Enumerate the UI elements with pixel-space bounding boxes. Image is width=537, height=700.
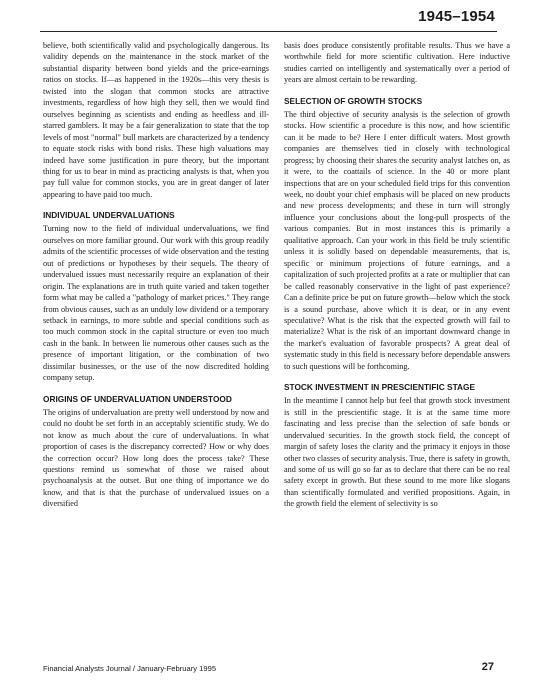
section-heading: SELECTION OF GROWTH STOCKS bbox=[284, 95, 423, 106]
section-heading: STOCK INVESTMENT IN PRESCIENTIFIC STAGE bbox=[284, 382, 475, 393]
left-column bbox=[43, 40, 269, 510]
paragraph: Turning now to the field of individual undervaluations, we find ourselves on more familiar ground. Our work with this group readily admits of the scientific processes of wide observation and the testing out of predictions or hypotheses by their sequels. The theory of undervalued issues must necessarily require an explanation of their origin. The explanations are in truth quite varied and taken together form what may be called a "pathology of market prices." They range from obvious causes, such as an unduly low dividend or a temporary setback in earnings, to more subtle and special conditions such as too much common stock in the capital structure or even too much cash in the bank. In between lie numerous other causes such as the presence of important litigation, or the combination of two dissimilar businesses, or the use of the now discredited holding company setup. bbox=[43, 224, 269, 383]
page-number: 27 bbox=[481, 661, 494, 673]
paragraph: The third objective of security analysis is the selection of growth stocks. How scientific a procedure is this now, and how scientific can it be made to be? Here I enter difficult waters. Most growth companies are themselves tied in closely with technological progress; by choosing their shares the security analyst latches on, as it were, to the coattails of science. In the 40 or more plant inspections that are on your scheduled field trips for this convention week, no doubt your chief emphasis will be placed on new products and new process developments; and these in turn will strongly influence your conclusions about the long-pull prospects of the various companies. But in most instances this is primarily a qualitative approach. Can your work in this field be truly scientific unless it is solidly based on dependable measurements, that is, specific or minimum projections of future earnings, and a capitalization of such projected profits at a rate or multiplier that can be called reasonably conservative in the light of past experience? Can a definite price be put on future growth—below which the stock is a sound purchase, above which it is dear, or in any event speculative? What is the risk that the expected growth will fail to materialize? What is the risk of an important downward change in the market's evaluation of favorable prospects? A great deal of systematic study in this field is necessary before dependable answers to such questions will be forthcoming. bbox=[284, 109, 510, 371]
section-heading: INDIVIDUAL UNDERVALUATIONS bbox=[43, 210, 175, 221]
paragraph: believe, both scientifically valid and psychologically dangerous. Its validity depends on the maintenance in the stock market of the substantial disparity between bond yields and the price-earnings ratios on stocks. If—as happened in the 1920s—this very thesis is twisted into the slogan that common stocks are attractive investments, regardless of how high they sell, then we would find ourselves beginning as scientists and ending as heedless and ill-starred gamblers. It may be a fair generalization to state that the top levels of most "normal" bull markets are characterized by a tendency to equate stock risks with bond risks. These high valuations may indeed have some justification in pure theory, but the important thing for us to bear in mind as practicing analysts is that, when you pay full value for common stocks, you are in great danger of later appearing to have paid too much. bbox=[43, 41, 269, 199]
header-rule bbox=[40, 31, 497, 32]
paragraph: The origins of undervaluation are pretty well understood by now and could no doubt be set forth in an acceptably scientific study. We do not know as much about the cure of undervaluations. In what proportion of cases is the discrepancy corrected? How or why does the correction occur? How long does the process take? These questions remind us somewhat of those we raised about psychoanalysis at the outset. But one thing of importance we do know, and that is that the purchase of undervalued issues on a diversified bbox=[43, 407, 269, 509]
running-head-years: 1945–1954 bbox=[418, 8, 495, 25]
journal-citation: Financial Analysts Journal / January-February 1995 bbox=[43, 664, 217, 673]
paragraph: In the meantime I cannot help but feel that growth stock investment is still in the prescientific stage. It is at the same time more fascinating and less precise than the selection of safe bonds or undervalued securities. In the growth stock field, the concept of margin of safety loses the clarity and the primacy it enjoys in those other two classes of security analysis. True, there is safety in growth, and some of us will go so far as to declare that there can be no real safety except in growth. But these sound to me more like slogans than scientifically formulated and verified propositions. Again, in the growth field the element of selectivity is so bbox=[284, 396, 510, 509]
right-column bbox=[284, 40, 510, 510]
section-heading: ORIGINS OF UNDERVALUATION UNDERSTOOD bbox=[43, 393, 232, 404]
paragraph: basis does produce consistently profitable results. Thus we have a worthwhile field for more scientific cultivation. Here inductive studies carried on intelligently and systematically over a period of years are almost certain to be rewarding. bbox=[284, 41, 510, 85]
